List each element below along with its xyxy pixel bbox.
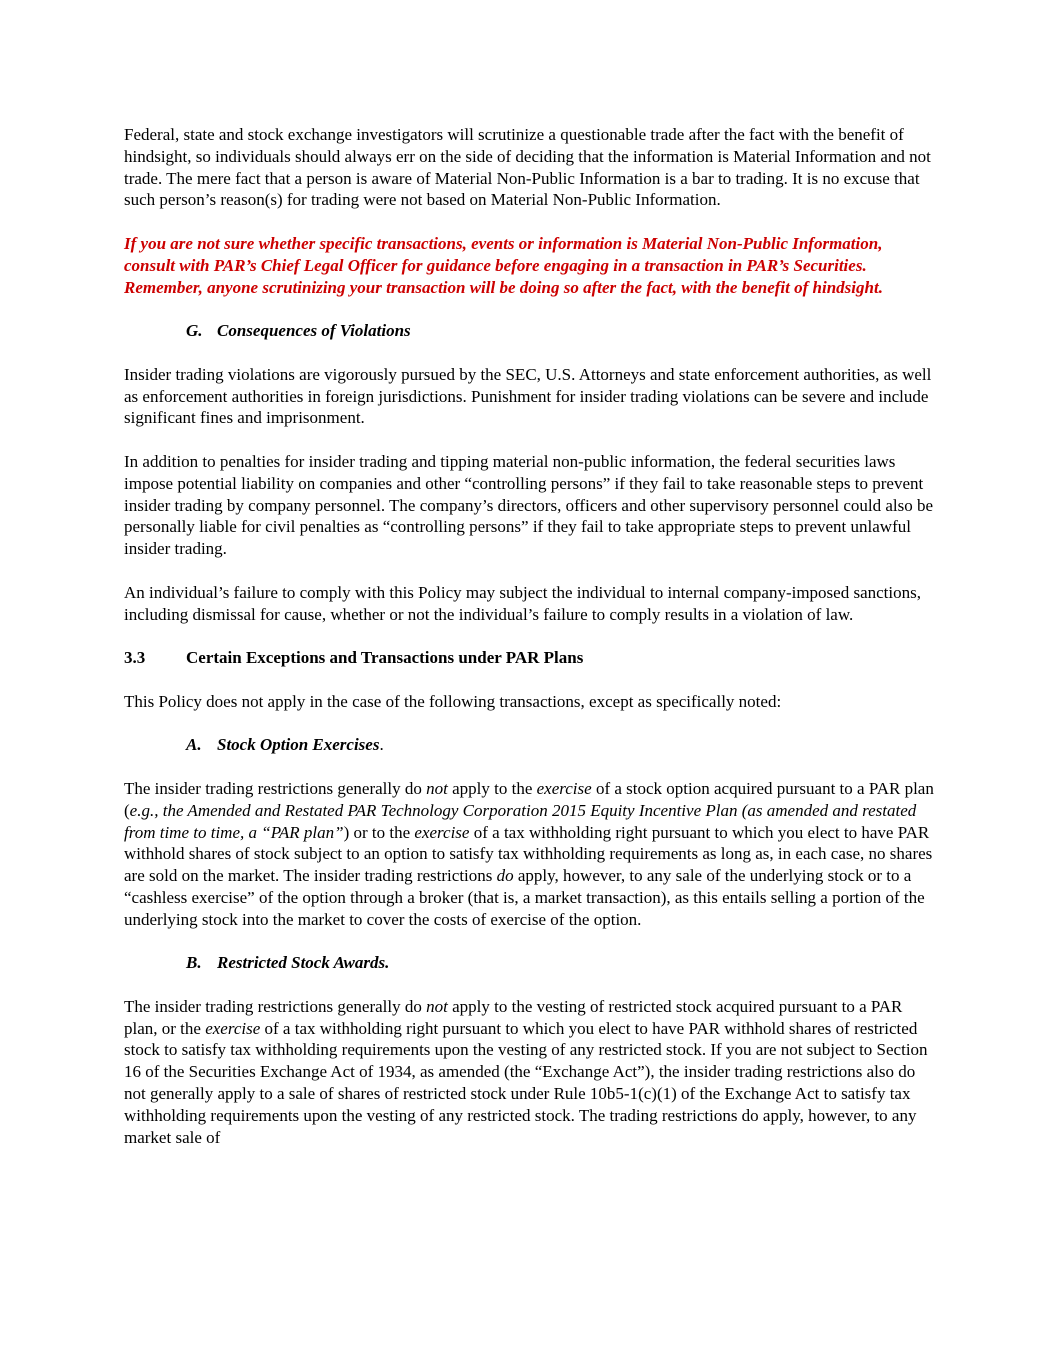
text-run: The insider trading restrictions generally do (124, 996, 427, 1016)
paragraph-violations-pursued: Insider trading violations are vigorously pursued by the SEC, U.S. Attorneys and state enforcement authorities, as well as enforcement authorities in foreign jurisdictions. Punishment for insider trading violations can be severe and include significant fines and imprisonment. (124, 364, 932, 428)
italic-run: not (426, 996, 448, 1016)
section-number: 3.3 (124, 648, 146, 668)
subsection-letter: A. (186, 735, 202, 755)
subsection-title: Restricted Stock Awards. (217, 953, 390, 973)
subsection-heading-a (186, 734, 934, 756)
italic-run: e.g., the Amended and Restated PAR Technology Corporation 2015 Equity Incentive Plan (as amended and restated from time to time, a “PAR plan” (124, 800, 917, 842)
paragraph-stock-option-exercises (124, 778, 934, 931)
subsection-letter: B. (186, 953, 202, 973)
paragraph-restricted-stock (124, 996, 934, 1149)
subsection-letter: G. (186, 321, 203, 341)
text-run: apply to the vesting of restricted stock acquired pursuant to a PAR plan, or the (124, 996, 903, 1038)
italic-run: exercise (536, 778, 592, 798)
paragraph-hindsight: Federal, state and stock exchange investigators will scrutinize a questionable trade after the fact with the benefit of hindsight, so individuals should always err on the side of deciding that the information is Material Information and not trade. The mere fact that a person is aware of Material Non-Public Information is a bar to trading. It is no excuse that such person’s reason(s) for trading were not based on Material Non-Public Information. (124, 125, 931, 210)
section-heading-3-3 (124, 647, 934, 669)
paragraph-controlling-persons: In addition to penalties for insider trading and tipping material non-public information, the federal securities laws impose potential liability on companies and other “controlling persons” if they fail to take reasonable steps to prevent insider trading by company personnel. The company’s directors, officers and other supervisory personnel could also be personally liable for civil penalties as “controlling persons” if they fail to take appropriate steps to prevent unlawful insider trading. (124, 451, 934, 559)
text-run: of a tax withholding right pursuant to which you elect to have PAR withhold shares of stock subject to an option to satisfy tax withholding requirements as long as, in each case, no shares are sold on the market. The insider trading restrictions (124, 822, 933, 886)
document-page (124, 124, 934, 1148)
text-run: of a stock option acquired pursuant to a PAR plan ( (124, 778, 934, 820)
text-run: apply, however, to any sale of the underlying stock or to a “cashless exercise” of the option through a broker (that is, a market transaction), as this entails selling a portion of the underlying stock into the market to cover the costs of exercise of the option. (124, 866, 925, 929)
italic-run: exercise (205, 1018, 261, 1038)
subsection-title-period: . (379, 735, 384, 755)
subsection-title: Consequences of Violations (217, 321, 411, 341)
text-run: of a tax withholding right pursuant to which you elect to have PAR withhold shares of restricted stock to satisfy tax withholding requirements upon the vesting of any restricted stock. If you are not subject to Section 16 of the Securities Exchange Act of 1934, as amended (the “Exchange Act”), the insider trading restrictions also do not generally apply to a sale of shares of restricted stock under Rule 10b5-1(c)(1) of the Exchange Act to satisfy tax withholding requirements upon the vesting of any restricted stock. The trading restrictions do apply, however, to any market sale of (124, 1018, 928, 1147)
italic-run: exercise (414, 822, 470, 842)
subsection-heading-g (186, 320, 934, 342)
subsection-title: Stock Option Exercises (217, 735, 380, 755)
section-title: Certain Exceptions and Transactions under PAR Plans (186, 648, 584, 668)
italic-run: not (426, 778, 448, 798)
subsection-heading-b (186, 952, 934, 974)
italic-run: do (496, 866, 514, 886)
paragraph-sanctions: An individual’s failure to comply with this Policy may subject the individual to internal company-imposed sanctions, including dismissal for cause, whether or not the individual’s failure to comply results in a violation of law. (124, 582, 921, 624)
warning-paragraph: If you are not sure whether specific transactions, events or information is Material Non-Public Information, consult with PAR’s Chief Legal Officer for guidance before engaging in a transaction in PAR’s Securities. Remember, anyone scrutinizing your transaction will be doing so after the fact, with the benefit of hindsight. (124, 233, 883, 297)
text-run: The insider trading restrictions generally do (124, 778, 427, 798)
paragraph-exceptions-intro: This Policy does not apply in the case of the following transactions, except as specifically noted: (124, 691, 782, 711)
text-run: apply to the (447, 778, 537, 798)
text-run: ) or to the (343, 822, 415, 842)
